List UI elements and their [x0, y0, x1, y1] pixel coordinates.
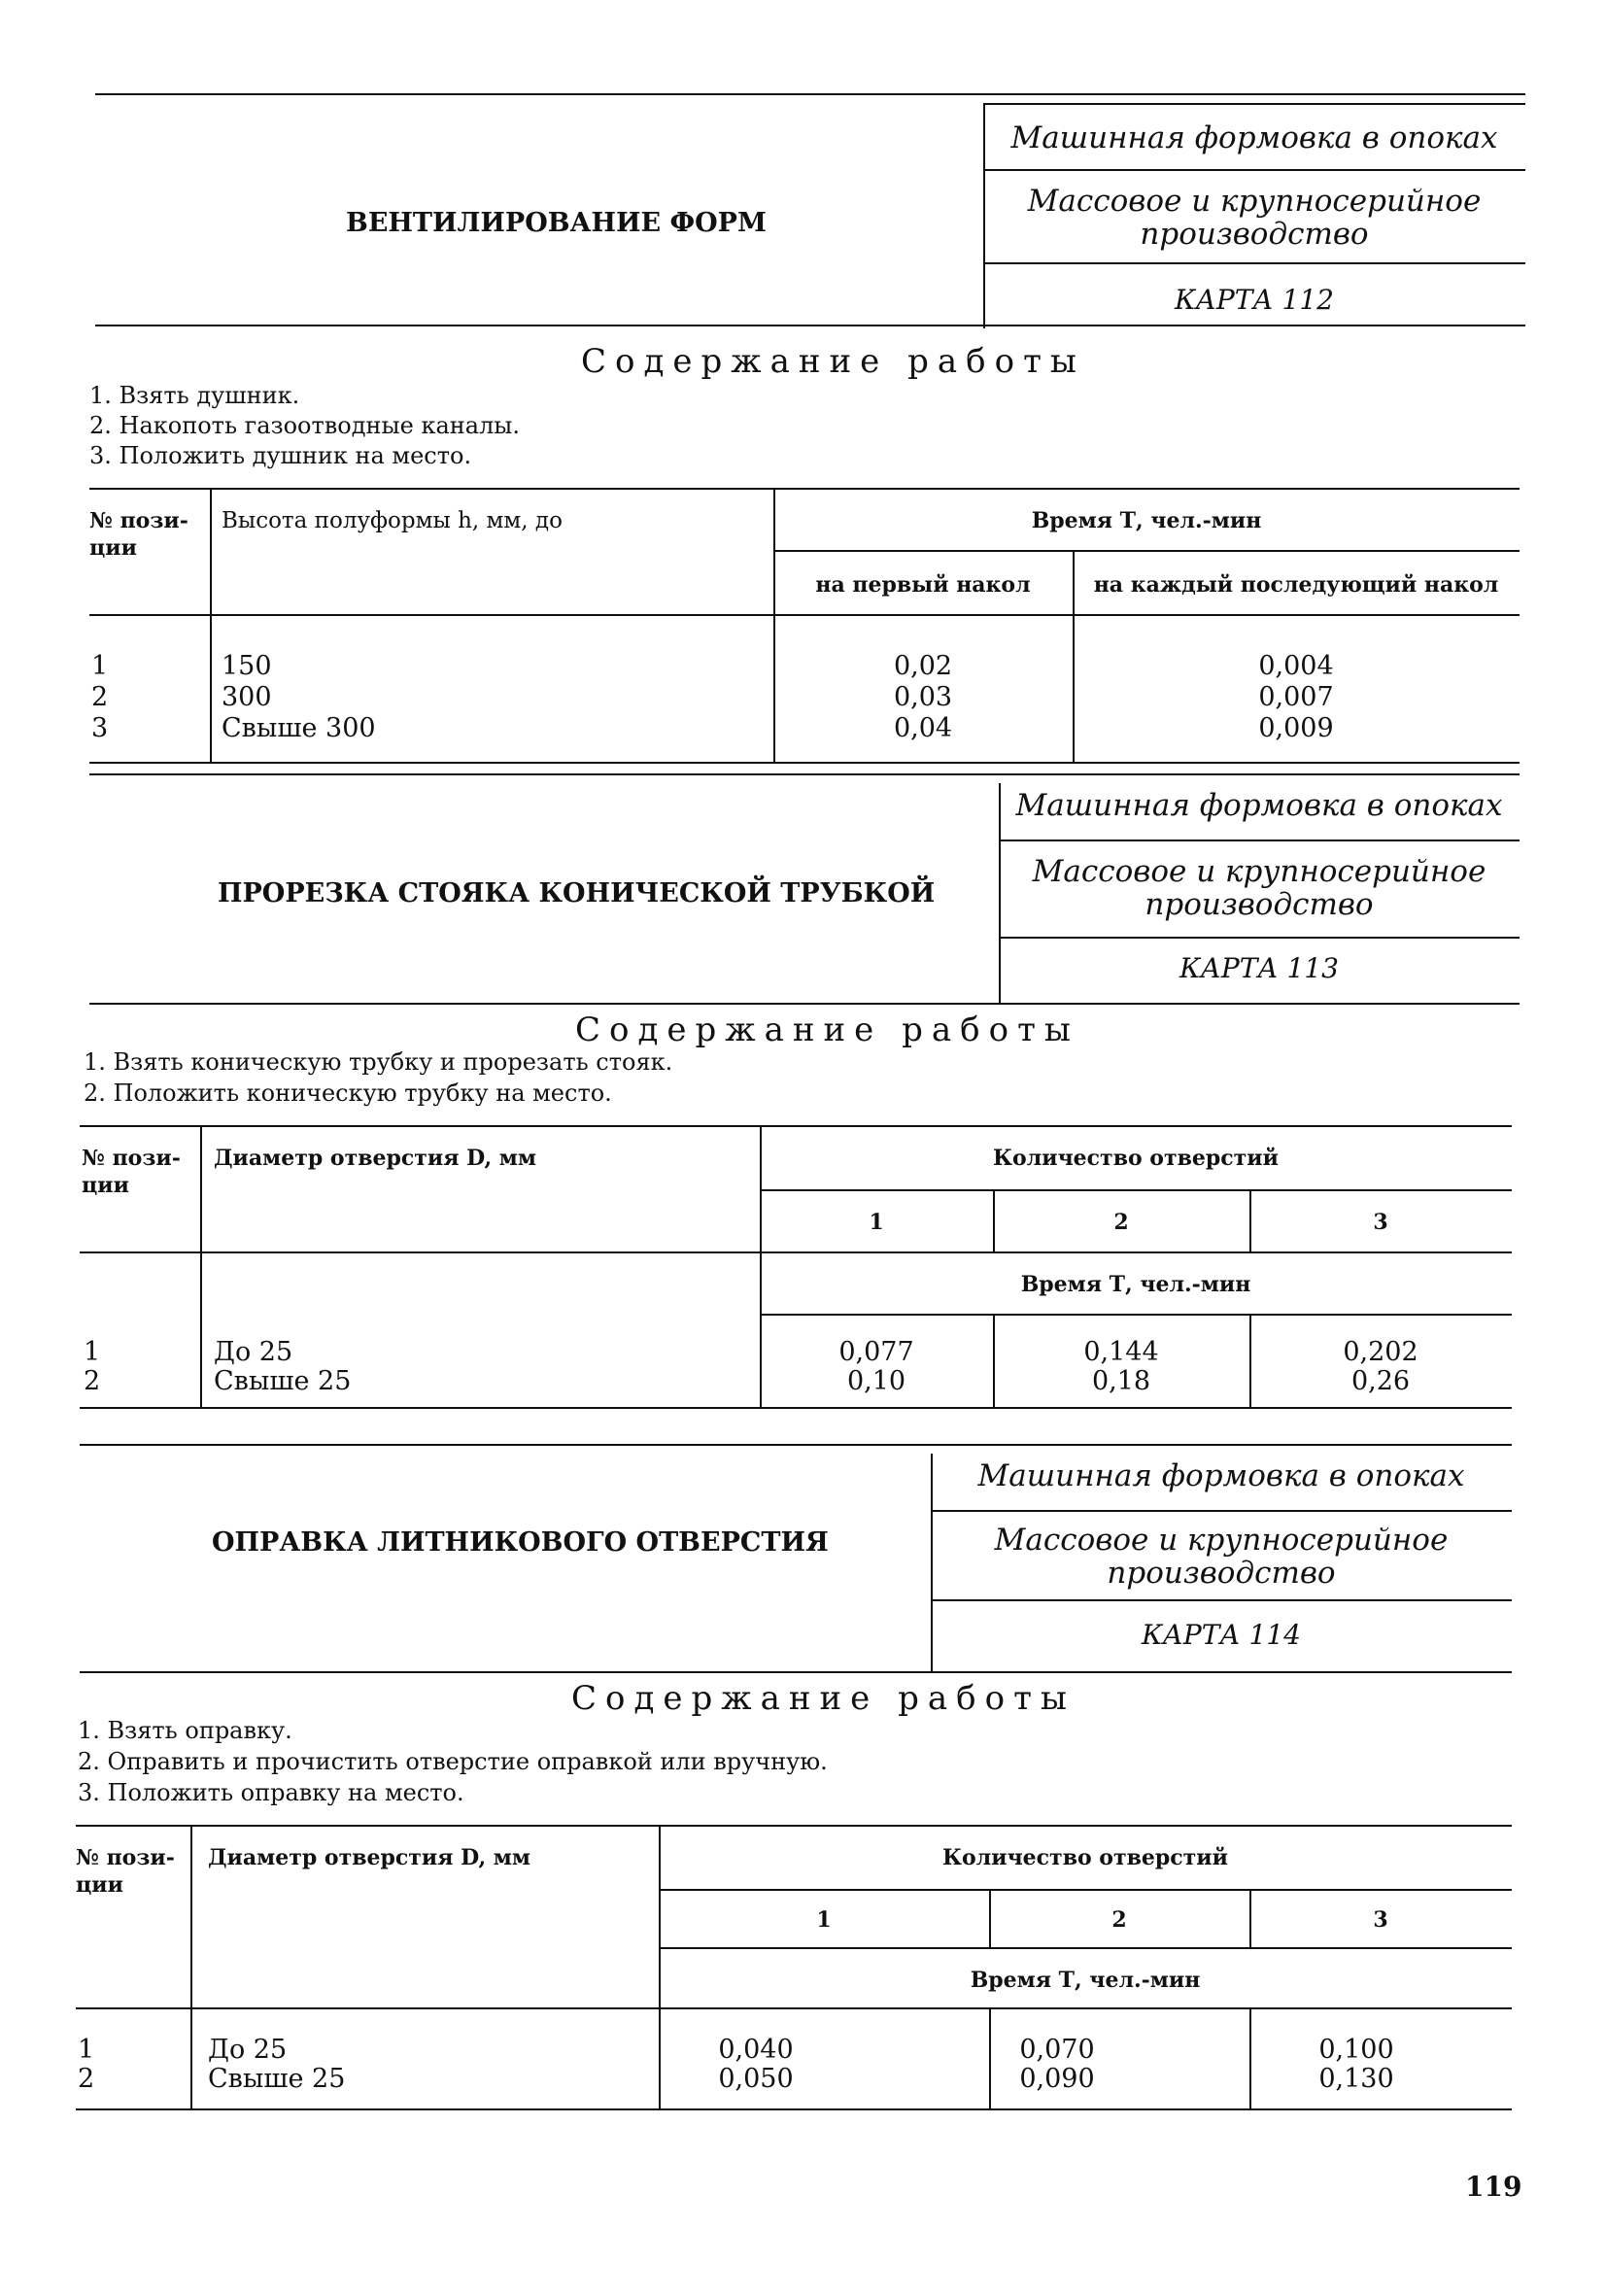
subheader-2: 2 [1113, 1210, 1129, 1235]
subheader-3: 3 [1373, 1210, 1388, 1235]
production-line-2: производство [1145, 887, 1374, 922]
card-number: КАРТА 113 [1179, 952, 1339, 984]
card-title: ОПРАВКА ЛИТНИКОВОГО ОТВЕРСТИЯ [212, 1527, 829, 1558]
method-label: Машинная формовка в опоках [977, 1458, 1465, 1493]
production-line-1: Массовое и крупносерийное [1032, 854, 1486, 889]
card-title: ПРОРЕЗКА СТОЯКА КОНИЧЕСКОЙ ТРУБКОЙ [218, 878, 936, 908]
step-2: 2. Положить коническую трубку на место. [84, 1079, 612, 1107]
step-3: 3. Положить душник на место. [89, 442, 472, 469]
section-heading: Содержание работы [581, 342, 1085, 381]
unit-header: Время Т, чел.-мин [970, 1968, 1201, 1993]
step-2: 2. Накопоть газоотводные каналы. [89, 412, 521, 439]
card-number: КАРТА 114 [1142, 1619, 1301, 1651]
col-group-header: Время Т, чел.-мин [1031, 508, 1262, 533]
production-line-2: производство [1140, 217, 1369, 252]
method-label: Машинная формовка в опоках [1015, 788, 1503, 823]
card-title: ВЕНТИЛИРОВАНИЕ ФОРМ [346, 208, 767, 238]
production-line-2: производство [1107, 1556, 1336, 1591]
col-pos-header-1: № пози- [82, 1146, 181, 1171]
col-param-header: Диаметр отверстия D, мм [214, 1146, 536, 1171]
subheader-first: на первый накол [815, 572, 1031, 598]
col-group-header: Количество отверстий [993, 1146, 1279, 1171]
subheader-1: 1 [816, 1907, 832, 1933]
step-2: 2. Оправить и прочистить отверстие оправкой или вручную. [78, 1748, 828, 1775]
col-pos-header-2: ции [82, 1173, 129, 1198]
section-heading: Содержание работы [575, 1011, 1079, 1049]
step-3: 3. Положить оправку на место. [78, 1779, 464, 1806]
production-line-1: Массовое и крупносерийное [1027, 184, 1482, 219]
step-1: 1. Взять коническую трубку и прорезать стояк. [84, 1048, 673, 1076]
col-pos-header-2: ции [76, 1872, 123, 1898]
subheader-3: 3 [1373, 1907, 1388, 1933]
production-line-1: Массовое и крупносерийное [994, 1523, 1449, 1558]
page-number: 119 [1465, 2171, 1522, 2203]
subheader-2: 2 [1111, 1907, 1127, 1933]
section-heading: Содержание работы [571, 1679, 1076, 1718]
col-pos-header-1: № пози- [76, 1845, 175, 1870]
subheader-next: на каждый последующий накол [1093, 572, 1499, 598]
method-label: Машинная формовка в опоках [1010, 120, 1498, 155]
subheader-1: 1 [869, 1210, 884, 1235]
col-pos-header-2: ции [89, 535, 137, 561]
step-1: 1. Взять оправку. [78, 1717, 292, 1744]
col-pos-header-1: № пози- [89, 508, 188, 533]
card-number: КАРТА 112 [1175, 284, 1334, 316]
unit-header: Время Т, чел.-мин [1020, 1272, 1251, 1297]
col-param-header: Диаметр отверстия D, мм [208, 1845, 530, 1870]
col-group-header: Количество отверстий [942, 1845, 1228, 1870]
col-param-header: Высота полуформы h, мм, до [222, 508, 563, 533]
step-1: 1. Взять душник. [89, 382, 300, 409]
